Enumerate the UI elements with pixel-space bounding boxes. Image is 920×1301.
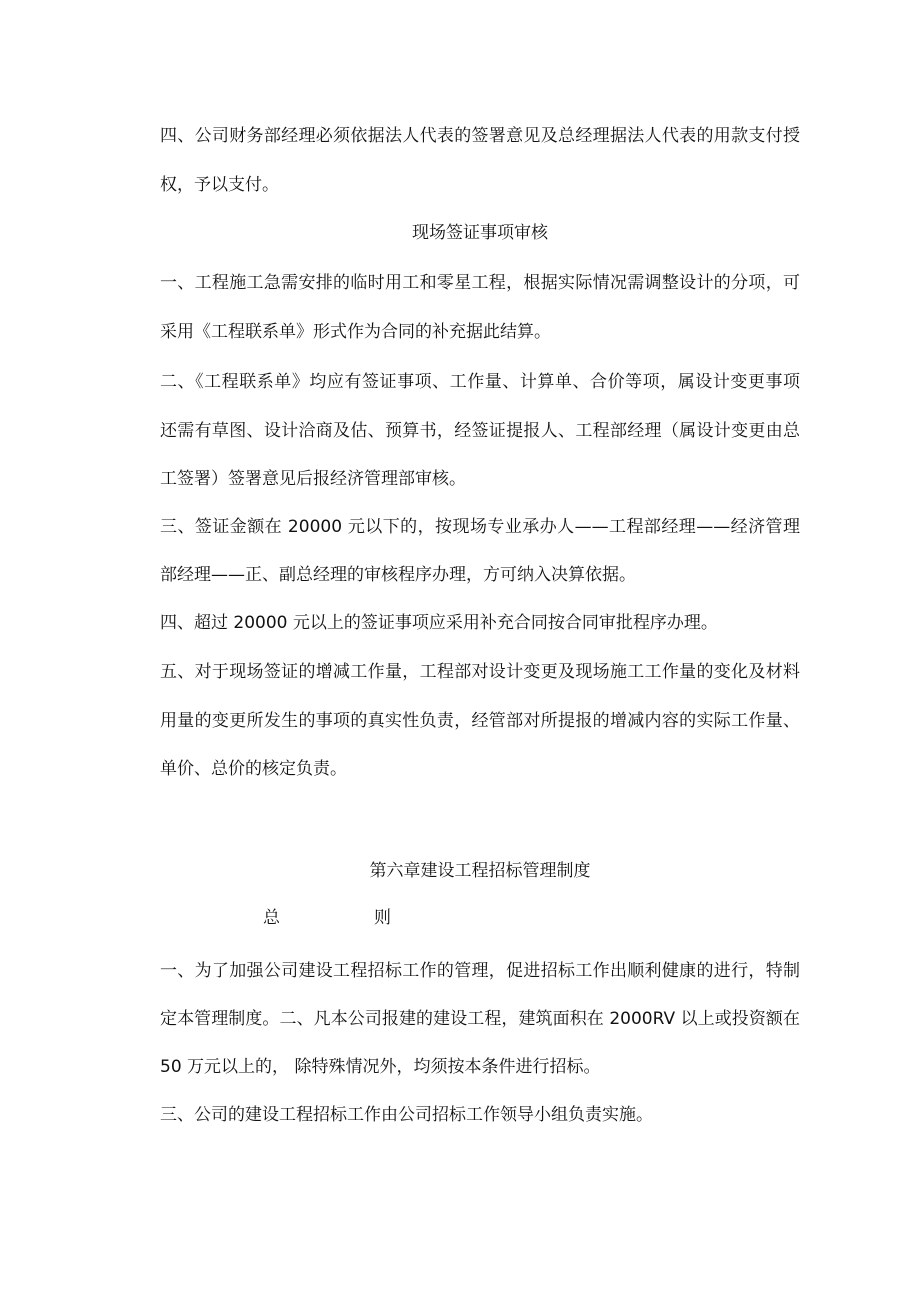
general-title-left: 总 <box>263 908 280 928</box>
paragraph-line: 50 万元以上的， 除特殊情况外，均须按本条件进行招标。 <box>160 1057 601 1077</box>
paragraph-line: 一、工程施工急需安排的临时用工和零星工程，根据实际情况需调整设计的分项，可 <box>160 273 800 293</box>
paragraph-line: 单价、总价的核定负责。 <box>160 759 347 779</box>
chapter-title: 第六章建设工程招标管理制度 <box>369 861 591 881</box>
paragraph-line: 用量的变更所发生的事项的真实性负责，经管部对所提报的增减内容的实际工作量、 <box>160 711 800 731</box>
general-title-right: 则 <box>374 908 391 928</box>
paragraph-line: 四、超过 20000 元以上的签证事项应采用补充合同按合同审批程序办理。 <box>160 613 718 633</box>
paragraph-line: 权，予以支付。 <box>160 175 279 195</box>
paragraph-line: 定本管理制度。二、凡本公司报建的建设工程，建筑面积在 2000RV 以上或投资额在 <box>160 1009 800 1029</box>
paragraph-line: 部经理——正、副总经理的审核程序办理，方可纳入决算依据。 <box>160 565 636 585</box>
paragraph-line: 四、公司财务部经理必须依据法人代表的签署意见及总经理据法人代表的用款支付授 <box>160 126 800 146</box>
paragraph-line: 采用《工程联系单》形式作为合同的补充据此结算。 <box>160 322 551 342</box>
paragraph-line: 五、对于现场签证的增减工作量，工程部对设计变更及现场施工工作量的变化及材料 <box>160 662 800 682</box>
paragraph-line: 三、公司的建设工程招标工作由公司招标工作领导小组负责实施。 <box>160 1105 653 1125</box>
paragraph-line: 二、《工程联系单》均应有签证事项、工作量、计算单、合价等项，属设计变更事项 <box>160 372 800 392</box>
section-heading: 现场签证事项审核 <box>412 223 548 243</box>
paragraph-line: 三、签证金额在 20000 元以下的，按现场专业承办人——工程部经理——经济管理 <box>160 517 800 537</box>
paragraph-line: 工签署）签署意见后报经济管理部审核。 <box>160 469 466 489</box>
paragraph-line: 还需有草图、设计洽商及估、预算书，经签证提报人、工程部经理（属设计变更由总 <box>160 421 800 441</box>
paragraph-line: 一、为了加强公司建设工程招标工作的管理，促进招标工作出顺利健康的进行，特制 <box>160 961 800 981</box>
